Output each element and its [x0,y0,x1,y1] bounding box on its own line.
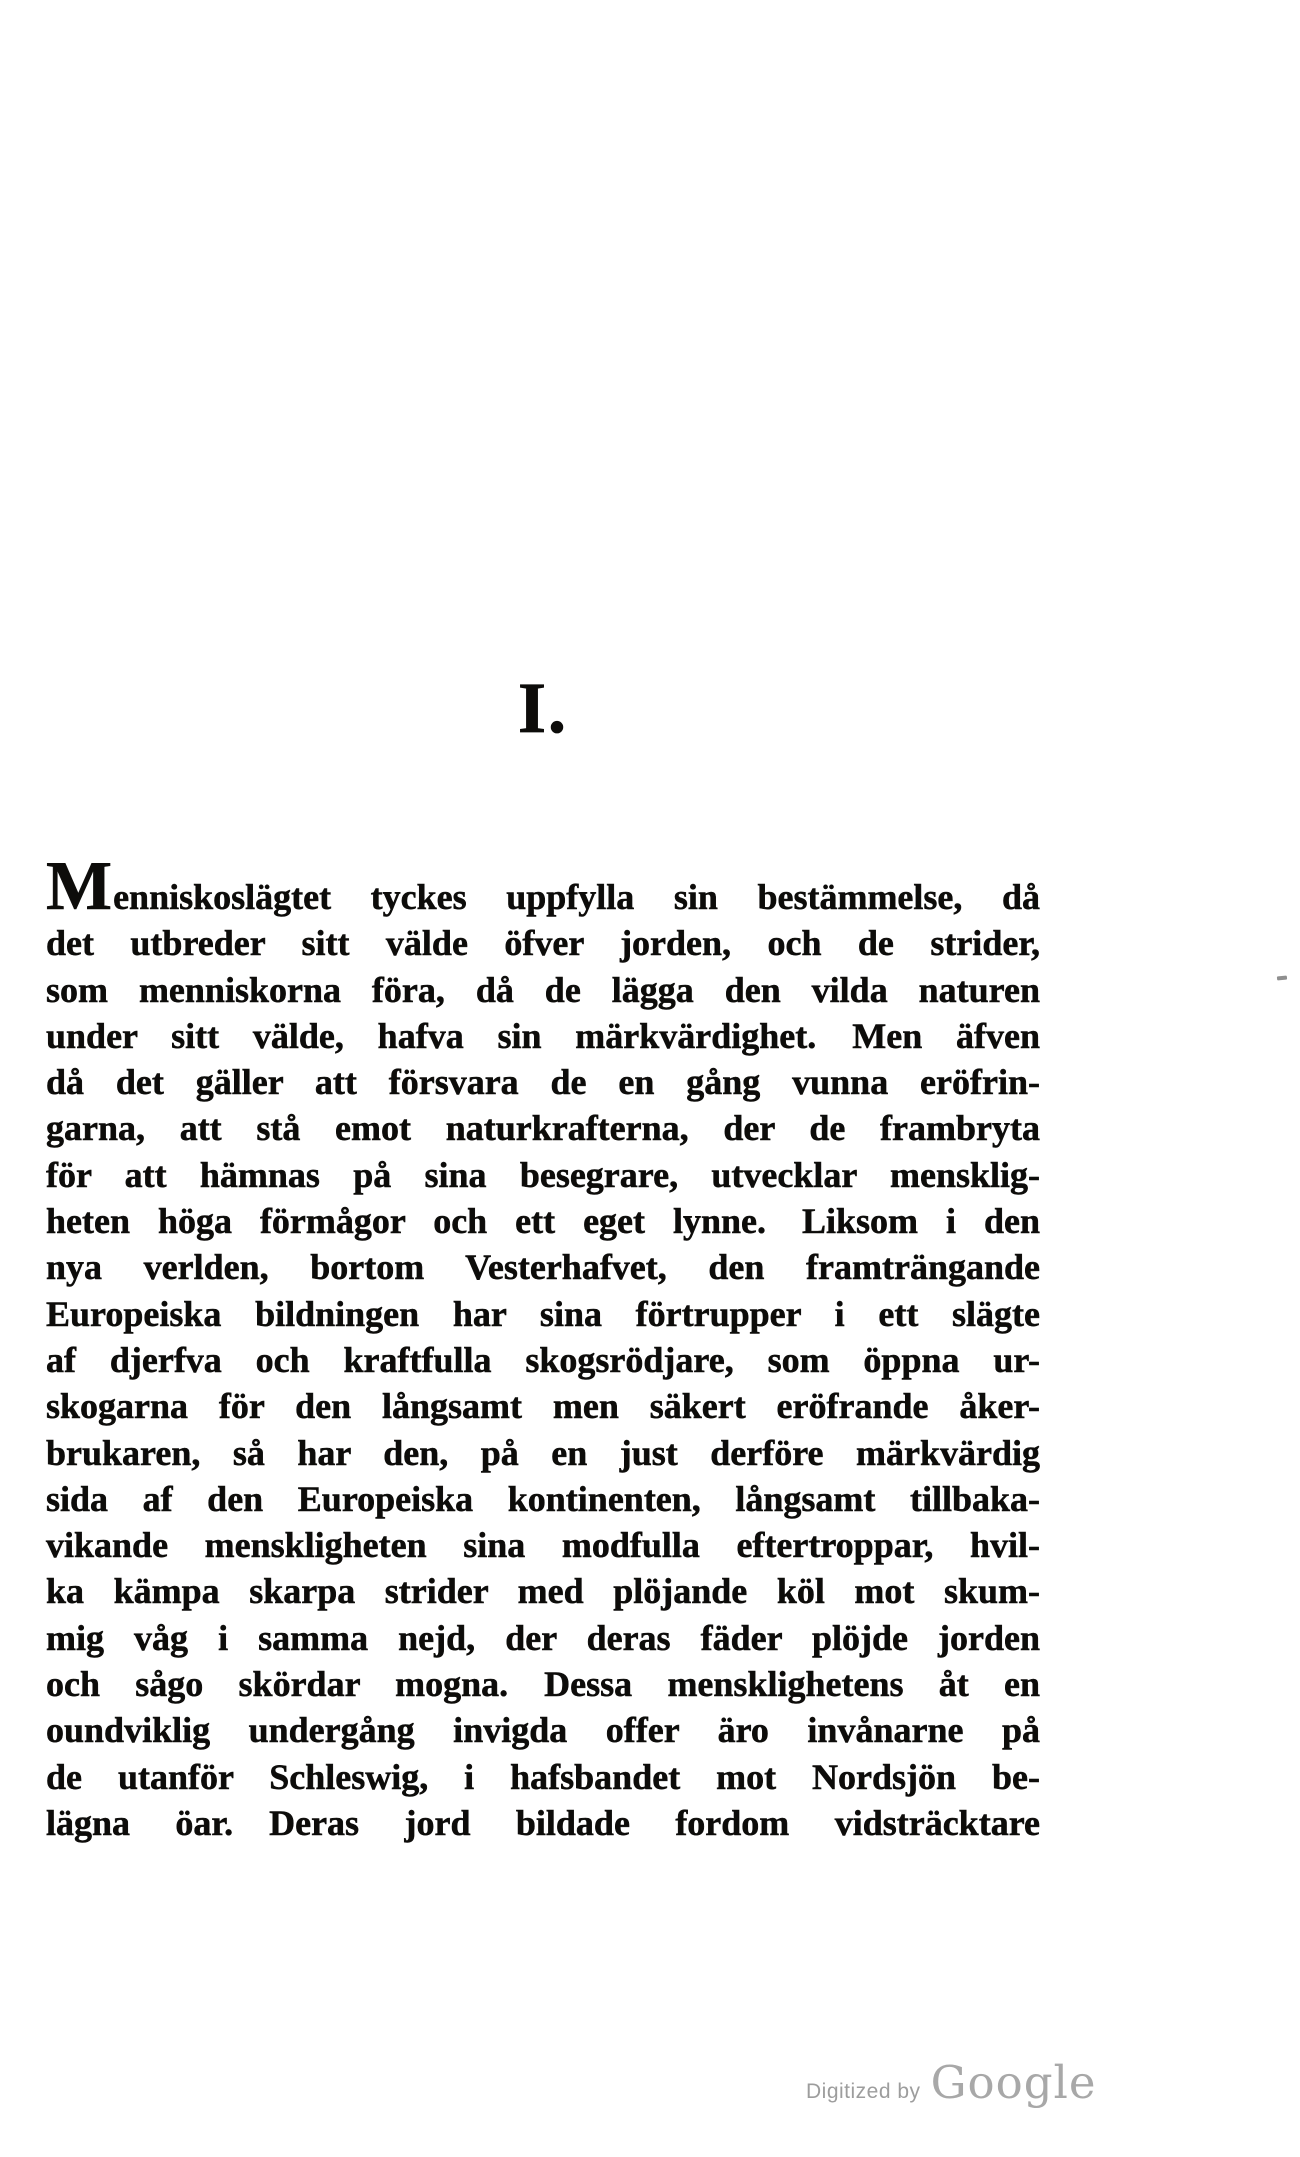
text-line: vikande menskligheten sina modfulla eftertroppar, hvil- [46,1525,1040,1566]
text-line: då det gäller att försvara de en gång vunna eröfrin- [46,1062,1040,1103]
text-line: mig våg i samma nejd, der deras fäder plöjde jorden [46,1617,1040,1658]
text-line: Europeiska bildningen har sina förtrupper i ett slägte [46,1293,1040,1334]
text-line: under sitt välde, hafva sin märkvärdighet. Men äfven [46,1015,1040,1056]
text-line: af djerfva och kraftfulla skogsrödjare, som öppna ur- [46,1339,1040,1380]
scan-smudge-mark [1277,975,1287,980]
text-line: brukaren, så har den, på en just derföre märkvärdig [46,1432,1040,1473]
text-line: garna, att stå emot naturkrafterna, der de frambryta [46,1108,1040,1149]
text-line: lägna öar. Deras jord bildade fordom vidsträcktare [46,1802,1040,1843]
text-line: heten höga förmågor och ett eget lynne. Liksom i den [46,1201,1040,1242]
text-line: och sågo skördar mogna. Dessa mensklighetens åt en [46,1664,1040,1705]
text-line: ka kämpa skarpa strider med plöjande köl mot skum- [46,1571,1040,1612]
text-line: sida af den Europeiska kontinenten, långsamt tillbaka- [46,1478,1040,1519]
text-line: de utanför Schleswig, i hafsbandet mot Nordsjön be- [46,1756,1040,1797]
text-line-content: enniskoslägtet tyckes uppfylla sin bestämmelse, då [113,877,1040,917]
drop-cap-initial: M [46,848,114,925]
google-logo: Google [930,2056,1097,2109]
body-paragraph [46,848,1040,1846]
text-line [46,848,1040,925]
text-line: nya verlden, bortom Vesterhafvet, den framträngande [46,1247,1040,1288]
watermark [806,2056,1097,2109]
digitized-by-label: Digitized by [806,2080,921,2103]
chapter-numeral: I. [517,668,569,748]
text-line: det utbreder sitt välde öfver jorden, och de strider, [46,923,1040,964]
text-line: skogarna för den långsamt men säkert eröfrande åker- [46,1386,1040,1427]
text-line: som menniskorna föra, då de lägga den vilda naturen [46,969,1040,1010]
text-line: oundviklig undergång invigda offer äro invånarne på [46,1710,1040,1751]
text-line: för att hämnas på sina besegrare, utvecklar mensklig- [46,1154,1040,1195]
